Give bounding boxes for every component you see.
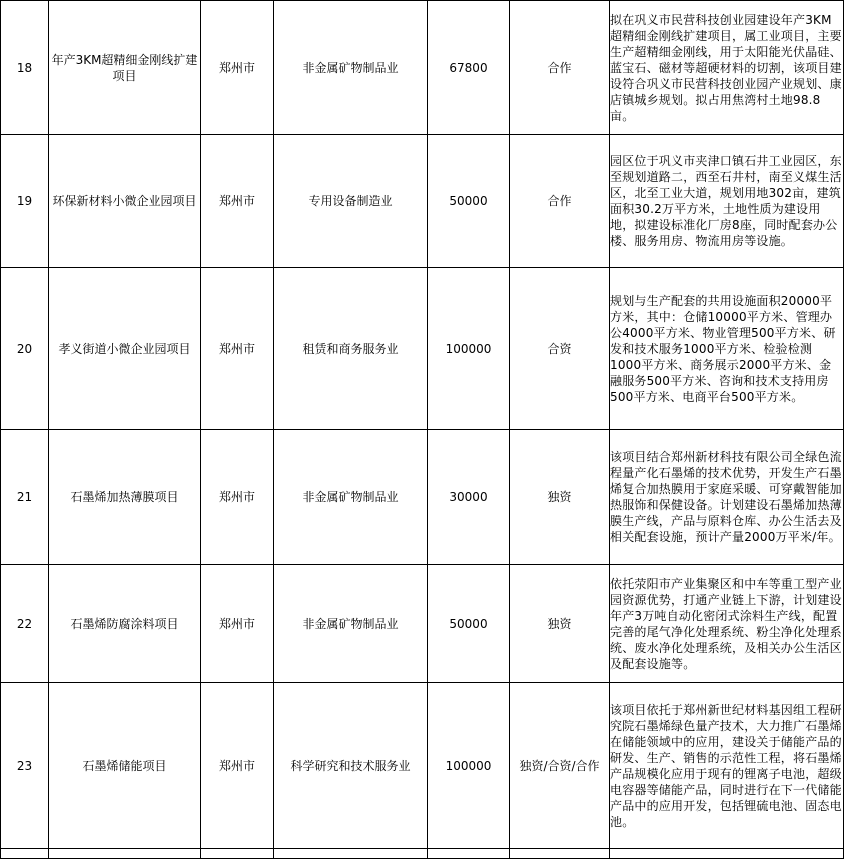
project-description: 拟在巩义市民营科技创业园建设年产3KM超精细金刚线扩建项目，属工业项目，主要生产超精细金刚线，用于太阳能光伏晶硅、蓝宝石、磁材等超硬材料的切割，该项目建设符合巩义市民营科技创业园产业规划、康店镇城乡规划。拟占用焦湾村土地98.8亩。	[610, 1, 844, 135]
table-row	[1, 565, 844, 683]
table-row	[1, 135, 844, 268]
row-number: 20	[1, 268, 49, 430]
row-number: 18	[1, 1, 49, 135]
empty-cell	[1, 849, 49, 859]
project-description: 该项目依托于郑州新世纪材料基因组工程研究院石墨烯绿色量产技术，大力推广石墨烯在储能领域中的应用，建设关于储能产品的研发、生产、销售的示范性工程，将石墨烯产品规模化应用于现有的锂离子电池，超级电容器等储能产品，同时进行在下一代储能产品中的应用开发，包括锂硫电池、固态电池。	[610, 683, 844, 849]
project-name: 环保新材料小微企业园项目	[49, 135, 201, 268]
project-description: 该项目结合郑州新材科技有限公司全绿色流程量产化石墨烯的技术优势，开发生产石墨烯复合加热膜用于家庭采暖、可穿戴智能加热服饰和保健设备。计划建设石墨烯加热薄膜生产线，产品与原料仓库、办公生活去及相关配套设施，预计产量2000万平米/年。	[610, 430, 844, 565]
city: 郑州市	[201, 1, 274, 135]
empty-cell	[428, 849, 510, 859]
table-row	[1, 268, 844, 430]
empty-cell	[49, 849, 201, 859]
cooperation-mode: 合作	[510, 135, 610, 268]
industry: 科学研究和技术服务业	[274, 683, 428, 849]
project-name: 孝义街道小微企业园项目	[49, 268, 201, 430]
project-name: 石墨烯防腐涂料项目	[49, 565, 201, 683]
investment: 50000	[428, 135, 510, 268]
project-name: 石墨烯加热薄膜项目	[49, 430, 201, 565]
industry: 非金属矿物制品业	[274, 1, 428, 135]
project-description: 依托荥阳市产业集聚区和中车等重工型产业园资源优势，打通产业链上下游，计划建设年产3万吨自动化密闭式涂料生产线，配置完善的尾气净化处理系统、粉尘净化处理系统、废水净化处理系统，及相关办公生活区及配套设施等。	[610, 565, 844, 683]
investment: 50000	[428, 565, 510, 683]
empty-cell	[510, 849, 610, 859]
investment: 67800	[428, 1, 510, 135]
empty-cell	[201, 849, 274, 859]
city: 郑州市	[201, 135, 274, 268]
table-row	[1, 430, 844, 565]
cooperation-mode: 独资	[510, 430, 610, 565]
city: 郑州市	[201, 268, 274, 430]
empty-cell	[610, 849, 844, 859]
investment: 100000	[428, 268, 510, 430]
table-row-partial	[1, 849, 844, 859]
industry: 非金属矿物制品业	[274, 565, 428, 683]
cooperation-mode: 合资	[510, 268, 610, 430]
empty-cell	[274, 849, 428, 859]
table-row	[1, 1, 844, 135]
city: 郑州市	[201, 565, 274, 683]
cooperation-mode: 合作	[510, 1, 610, 135]
table-row	[1, 683, 844, 849]
city: 郑州市	[201, 430, 274, 565]
project-description: 规划与生产配套的共用设施面积20000平方米，其中：仓储10000平方米、管理办公4000平方米、物业管理500平方米、研发和技术服务1000平方米、检验检测1000平方米、商务展示2000平方米、金融服务500平方米、咨询和技术支持用房500平方米、电商平台500平方米。	[610, 268, 844, 430]
investment: 30000	[428, 430, 510, 565]
industry: 租赁和商务服务业	[274, 268, 428, 430]
industry: 非金属矿物制品业	[274, 430, 428, 565]
investment: 100000	[428, 683, 510, 849]
row-number: 21	[1, 430, 49, 565]
cooperation-mode: 独资	[510, 565, 610, 683]
project-name: 年产3KM超精细金刚线扩建项目	[49, 1, 201, 135]
row-number: 23	[1, 683, 49, 849]
city: 郑州市	[201, 683, 274, 849]
row-number: 19	[1, 135, 49, 268]
project-description: 园区位于巩义市夹津口镇石井工业园区，东至规划道路二，西至石井村，南至义煤生活区，北至工业大道，规划用地302亩，建筑面积30.2万平方米，土地性质为建设用地，拟建设标准化厂房8座，同时配套办公楼、服务用房、物流用房等设施。	[610, 135, 844, 268]
cooperation-mode: 独资/合资/合作	[510, 683, 610, 849]
industry: 专用设备制造业	[274, 135, 428, 268]
project-name: 石墨烯储能项目	[49, 683, 201, 849]
row-number: 22	[1, 565, 49, 683]
